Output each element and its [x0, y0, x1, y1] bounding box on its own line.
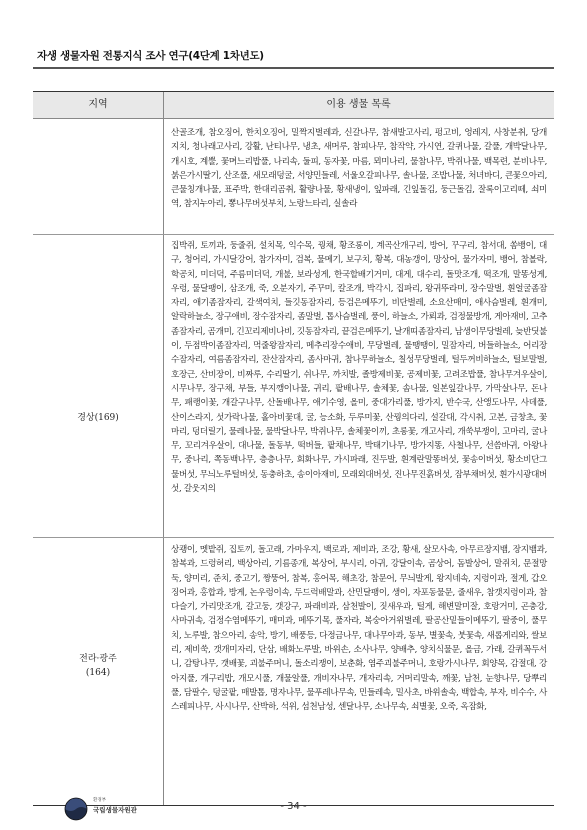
page-number: - 34 - [280, 801, 307, 812]
species-list-cell: 산골조개, 참오징어, 한치오징어, 밀짝지벌레과, 신갈나무, 참새발고사리, 펑고비, 엉레지, 사창분취, 당개지치, 청나래고사리, 강활, 난티나무, 냉초, 새머루, 참피나무, 참작약, 가시연, 갈퀴나물, 갈풀, 개박달나무, 개시호, 계뿔, 꽃며느리밥풀, 나리속, 둘피, 동자꽃, 마름, 뫼미나리, 물참나무, 박쥐나물, 백목련, 분비나무, 붉은가시딸기, 산조풀, 새모래덩굴, 서양민들레, 서울오갈피나무, 솔나물, 조밥나물, 처녀바디, 큰꽃으아리, 큰물칭개나물, 표주박, 한대리곰취, 활량나물, 황새냉이, 잎파래, 긴잎돌김, 둥근돌김, 잘록이고리떼, 쇠미역, 참지누아리, 뽕나무버섯부치, 노랑느타리, 실솔라 [171, 128, 547, 210]
table-header [33, 92, 554, 119]
org-name-label: 국립생물자원관 [93, 806, 137, 814]
org-parent-label: 환경부 [93, 798, 107, 803]
species-list-cell: 상괭이, 멧밭쥐, 집토끼, 돌고래, 가마우지, 백로과, 제비과, 조강, 황새, 살모사속, 아무르장지뱀, 장지뱀과, 참복과, 드렁허리, 백상아리, 기름종개, 복상어, 부시리, 아귀, 강달이속, 곰상어, 돔발상어, 말쥐치, 문절망둑, 양미리, 준치, 중고기, 짱뚱어, 참복, 홍어목, 해초강, 참문어, 무늬발게, 왕지네속, 지렁이과, 절게, 갑오징어과, 홍합과, 방게, 논우렁이속, 두드럭배말과, 산민달팽이, 생이, 자포동물문, 줄새우, 참갯지렁이과, 참다슬기, 가리맛조개, 갈고둥, 갯강구, 파래비과, 삼천발이, 짓새우과, 털게, 해변말미잘, 호랑거미, 곤충강, 사마귀속, 검정수염메뚜기, 매미과, 메뚜기목, 풀자라, 복숭아거위벌레, 팔공산밑들이메뚜기, 팔중이, 풀무치, 노루발, 참으아리, 송악, 방기, 배풍등, 다정금나무, 대나무아과, 동부, 별꽃속, 붓꽃속, 새롭게리와, 쌀보리, 제비쑥, 갯개미자리, 단삼, 배화노루발, 바위손, 소사나무, 양배추, 양치식물문, 올금, 가래, 갈퀴꼭두서니, 감탕나무, 갯배꽃, 괴불주머니, 돌소리쟁이, 보춘화, 염주괴불주머니, 호랑가시나무, 회양목, 감절대, 강아지풀, 개구리밥, 개모시풀, 개물알풀, 개비자나무, 개자리속, 거머리말속, 깨꽃, 남천, 눈향나무, 당뿌리풀, 담팔수, 덩굴팥, 매발톱, 명자나무, 물푸레나무속, 민들레속, 밀사초, 바위솔속, 백합속, 부자, 비수수, 사스레피나무, 사시나무, 산박하, 석위, 섬천남성, 센달나무, 소나무속, 쇠별꽃, 오죽, 옥잠화, [171, 545, 547, 713]
species-list-cell: 집박쥐, 토끼과, 둥줄쥐, 설치목, 익수목, 꿩채, 황조롱이, 계곡산개구리, 방어, 꾸구리, 참서대, 쏨뱅이, 대구, 청어리, 가시달강어, 참가자미, 검복, 물메기, 보구치, 황복, 대농갱이, 망상어, 물가자미, 뱅어, 참볼락, 학공치, 미더덕, 주름미더덕, 개불, 보라성게, 한국할배기거미, 대게, 대수리, 돌맛조개, 떡조개, 말똥성게, 우렁, 물달팽이, 삼조개, 죽, 오분자기, 주꾸미, 칼조개, 박각시, 집파리, 왕귀뚜라미, 장수말벌, 흰얼굴좀잠자리, 애기좀잠자리, 갈색여치, 들깃동잠자리, 등검은메뚜기, 비단벌레, 소요산매미, 애사슴벌레, 흰개미, 알락하늘소, 장구애비, 장수잠자리, 좀말벌, 톱사슴벌레, 풍이, 하늘소, 가뢰과, 검정물방개, 게아재비, 고추좀잠자리, 곰개미, 긴꼬리제비나비, 깃동잠자리, 끝검은메뚜기, 날개띠좀잠자리, 남생이무당벌레, 늦반딧불이, 두점박이좀잠자리, 먹줄왕잠자리, 메추리장수애비, 무당벌레, 물땡땡이, 밀잠자리, 버들하늘소, 어리장수잠자리, 여름좀잠자리, 잔산잠자리, 좀사마귀, 참나무하늘소, 칠성무당벌레, 털두꺼비하늘소, 털보말벌, 호장근, 산비장이, 비짜루, 수리딸기, 쉬나무, 까치발, 졸방제비꽃, 공제비꽃, 고려조밥풀, 참나무겨우살이, 시무나무, 장구채, 부들, 부지깽이나물, 귀리, 팥배나무, 솔체꽃, 솜나물, 일본잎갈나무, 가막살나무, 돈나무, 패랭이꽃, 개갈구나무, 산돌배나무, 애기수영, 올미, 중대가리풀, 방가지, 반수국, 산앵도나무, 사데풀, 산이스라지, 섯가락나물, 홀아비꽃대, 굴, 능소화, 두루미꽃, 산꿩의다리, 설갈대, 각시취, 고본, 금창초, 꽃마리, 덩더릴기, 물레나물, 물박달나무, 박쥐나무, 솔체꽃이끼, 초롱꽃, 개고사리, 개쑥부쟁이, 고마리, 굴나무, 꼬리겨우살이, 대나물, 돌동부, 떡버들, 팥채나무, 박태기나무, 방가지똥, 사철나무, 선씀바귀, 아왕나무, 중나리, 쪽동백나무, 층층나무, 회화나무, 가시파래, 진두발, 흰계란말똥버섯, 꽃송이버섯, 황소비단그물버섯, 무늬노루털버섯, 동충하초, 송이아재비, 모래외대버섯, 진나무진흙버섯, 잠부채버섯, 흰가시광대버섯, 갈웃지의 [171, 241, 547, 495]
column-header-region: 지역 [88, 99, 108, 110]
row-divider [33, 537, 554, 538]
region-cell: 전라·광주 (164) [79, 654, 117, 678]
row-divider [33, 234, 554, 235]
column-divider [163, 92, 164, 805]
page-header-title: 자생 생물자원 전통지식 조사 연구(4단계 1차년도) [37, 50, 264, 62]
species-table [33, 91, 554, 806]
region-cell: 경상(169) [77, 413, 119, 423]
column-header-species-list: 이용 생물 목록 [326, 99, 391, 110]
header-rule [33, 67, 554, 69]
